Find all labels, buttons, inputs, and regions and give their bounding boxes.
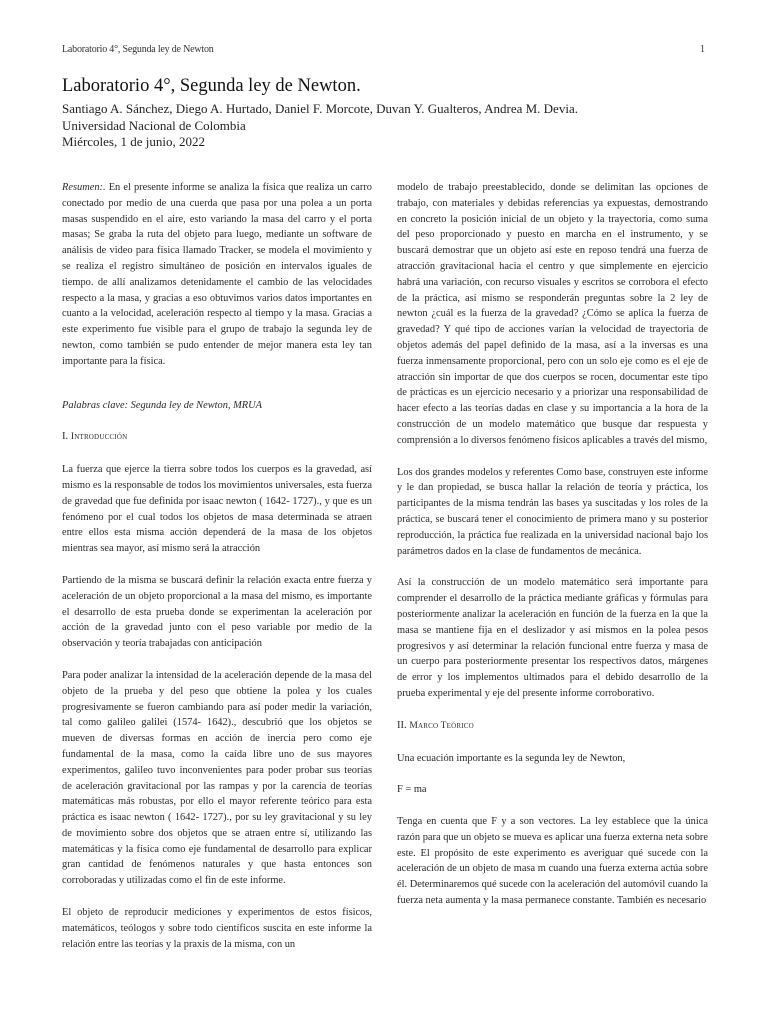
abstract-text: En el presente informe se analiza la física que realiza un carro conectado por medio de una cuerda que pasa por una polea a un porta masas suspendido en el aire, esto variando la masa del carro y el porta masas; Se graba la ruta del objeto para luego, mediante un software de análisis de video para física llamado Tracker, se modela el movimiento y se realiza el registro simultáneo de posición en intervalos iguales de tiempo. de allí analizamos detenidamente el cambio de las velocidades respecto a la masa, y gracias a eso obtuvimos varios datos importantes en cuanto a la velocidad, aceleración respecto al tiempo y la masa. Gracias a este experimento fue visible para el grupo de trabajo la segunda ley de newton, como también se pudo entender de mejor manera esta ley tan importante para la física.	[62, 182, 372, 367]
abstract	[62, 180, 372, 370]
title-block	[62, 76, 712, 151]
authors: Santiago A. Sánchez, Diego A. Hurtado, Daniel F. Morcote, Duvan Y. Gualteros, Andrea M. Devia.	[62, 101, 578, 116]
section-heading-introduccion	[62, 429, 372, 446]
section-number: I.	[62, 431, 69, 443]
paper-title: Laboratorio 4°, Segunda ley de Newton.	[62, 76, 361, 96]
paragraph: Así la construcción de un modelo matemático será importante para comprender el desarrollo de la práctica mediante gráficas y fórmulas para posteriormente analizar la aceleración en función de la fuerza en la que la masa se mantiene fija en el deslizador y así mismos en la polea pesos progresivos y así determinar la relación funcional entre fuerza y masa de un cuerpo para posteriormente presentar los respectivos datos, márgenes de error y los implementos ultimados para el debido desarrollo de la prueba experimental y eje del presente informe corroborativo.	[397, 577, 708, 699]
paragraph: Una ecuación importante es la segunda ley de Newton,	[397, 752, 626, 764]
equation: F = ma	[397, 784, 427, 796]
paragraph: Los dos grandes modelos y referentes Como base, construyen este informe y le dan propiedad, se busca hallar la relación de teoría y práctica, los participantes de la misma tendrán las bases ya suscitadas y los roles de la práctica, se buscará tener el conocimiento de primera mano y su posterior reproducción, la práctica fue realizada en la universidad nacional bajo los parámetros dados en la clase de fundamentos de mecánica.	[397, 466, 708, 557]
keywords: Palabras clave: Segunda ley de Newton, MRUA	[62, 399, 262, 411]
paragraph: La fuerza que ejerce la tierra sobre todos los cuerpos es la gravedad, así mismo es la responsable de todos los movimientos universales, esta fuerza de gravedad que fue definida por isaac newton ( 1642- 1727)., y que es un fenómeno por el cual todos los objetos de masa determinada se atraen entre ellos esta misma acción dependerá de la masa de los objetos mientras sea mayor, así mismo será la atracción	[62, 464, 372, 555]
paragraph: Tenga en cuenta que F y a son vectores. La ley establece que la única razón para que un objeto se mueva es aplicar una fuerza externa neta sobre este. El propósito de este experimento es averiguar qué sucede con la aceleración de un objeto de masa m cuando una fuerza externa actúa sobre él. Determinaremos qué sucede con la aceleración del automóvil cuando la fuerza neta aumenta y la masa permanece constante. También es necesario	[397, 816, 708, 907]
paragraph: modelo de trabajo preestablecido, donde se delimitan las opciones de trabajo, con materiales y debidas referencias ya expuestas, demostrando en concreto la posición inicial de un objeto y la trayectoria, como suma del peso proporcionado y puesto en marcha en el instrumento, y se buscará demostrar que un objeto así este en reposo tendrá una fuerza de atracción gravitacional hacia el centro y que simplemente en ejercicio habrá una variación, con recurso visuales y escritos se corrobora el efecto de la práctica, así mismo se responderán preguntas sobre la 2 ley de newton ¿cuál es la fuerza de la gravedad? ¿Cómo se aplica la fuerza de gravedad? Y qué tipo de acciones varían la velocidad de trayectoria de objetos además del papel definido de la masa, así a la inversas es una fuerza inmensamente proporcional, pero con un solo eje como es el eje de atracción sin importar de que dos cuerpos se rocen, documentar este tipo de prácticas es un ejercicio necesario y a priorizar una responsabilidad de hacer efecto a las teorías dadas en clase y su importancia a la hora de la construcción de un modelo matemático que busque dar respuesta y comprensión a lo diversos fenómeno físicos aplicables a través del mismo,	[397, 182, 708, 446]
affiliation: Universidad Nacional de Colombia	[62, 117, 246, 133]
section-title: Introducción	[70, 432, 128, 443]
left-column	[62, 180, 372, 952]
paragraph: El objeto de reproducir mediciones y experimentos de estos físicos, matemáticos, teólogos y sobre todo científicos suscita en este informe la relación entre las teorías y la praxis de la misma, con un	[62, 907, 372, 950]
date: Miércoles, 1 de junio, 2022	[62, 134, 205, 149]
running-header: Laboratorio 4°, Segunda ley de Newton	[62, 44, 214, 55]
abstract-label: Resumen:.	[62, 182, 106, 193]
section-heading-marco-teorico	[397, 718, 708, 735]
section-number: II.	[397, 719, 407, 731]
paragraph: Partiendo de la misma se buscará definir la relación exacta entre fuerza y aceleración de un objeto proporcional a la masa del mismo, es importante el desarrollo de esta prueba donde se experimentan la aceleración por acción de la gravedad junto con el peso variable por medio de la observación y teoría trabajadas con anticipación	[62, 574, 372, 650]
section-title: Marco Teórico	[409, 720, 474, 731]
right-column	[397, 180, 708, 909]
paragraph: Para poder analizar la intensidad de la aceleración depende de la masa del objeto de la prueba y del peso que obtiene la polea y los cuales progresivamente se fueron cambiando para así poder medir la variación, tal como galileo galilei (1574- 1642)., descubrió que los objetos se mueven de diversas formas en acción de inercia pero como eje fundamental de la masa, como la caída libre uno de sus mayores experimentos, galileo tuvo inconvenientes para poder probar sus teorías de aceleración gravitacional por las rampas y por la carencia de teorías matemáticas más robustas, por ello el mayor referente teórico para esta práctica es isaac newton ( 1642- 1727)., por su ley gravitacional y su ley de movimiento sobre dos objetos que se atraen entre sí, utilizando las matemáticas y la física como eje fundamental de desarrollo para explicar gran cantidad de fenómenos naturales y que hasta entonces son corroboradas y utilizadas como el fin de este informe.	[62, 669, 372, 887]
page-number: 1	[700, 44, 705, 55]
